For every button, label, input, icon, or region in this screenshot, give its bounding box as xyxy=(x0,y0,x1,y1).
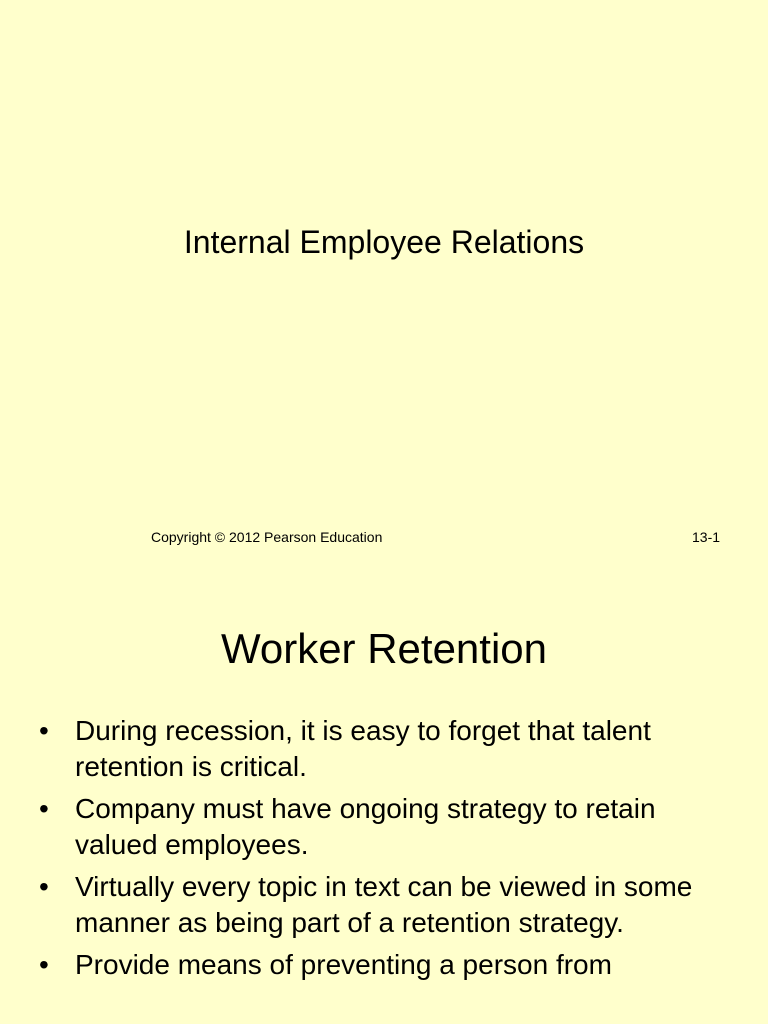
bullet-item xyxy=(39,791,729,862)
slide-worker-retention xyxy=(0,576,768,1024)
bullet-item xyxy=(39,947,729,983)
bullet-text: Provide means of preventing a person from xyxy=(75,949,612,980)
bullet-item xyxy=(39,713,729,784)
copyright-footer: Copyright © 2012 Pearson Education xyxy=(151,529,383,545)
bullet-item xyxy=(39,869,729,940)
bullet-icon: • xyxy=(39,871,49,902)
slide-2-title: Worker Retention xyxy=(220,625,548,672)
bullet-text: During recession, it is easy to forget that talent retention is critical. xyxy=(75,715,651,782)
bullet-list xyxy=(39,713,729,990)
page-number: 13-1 xyxy=(692,529,721,545)
bullet-icon: • xyxy=(39,715,49,746)
bullet-icon: • xyxy=(39,793,49,824)
bullet-icon: • xyxy=(39,949,49,980)
bullet-text: Virtually every topic in text can be viewed in some manner as being part of a retention strategy. xyxy=(75,871,693,938)
slide-1-title: Internal Employee Relations xyxy=(183,224,585,260)
bullet-text: Company must have ongoing strategy to retain valued employees. xyxy=(75,793,656,860)
